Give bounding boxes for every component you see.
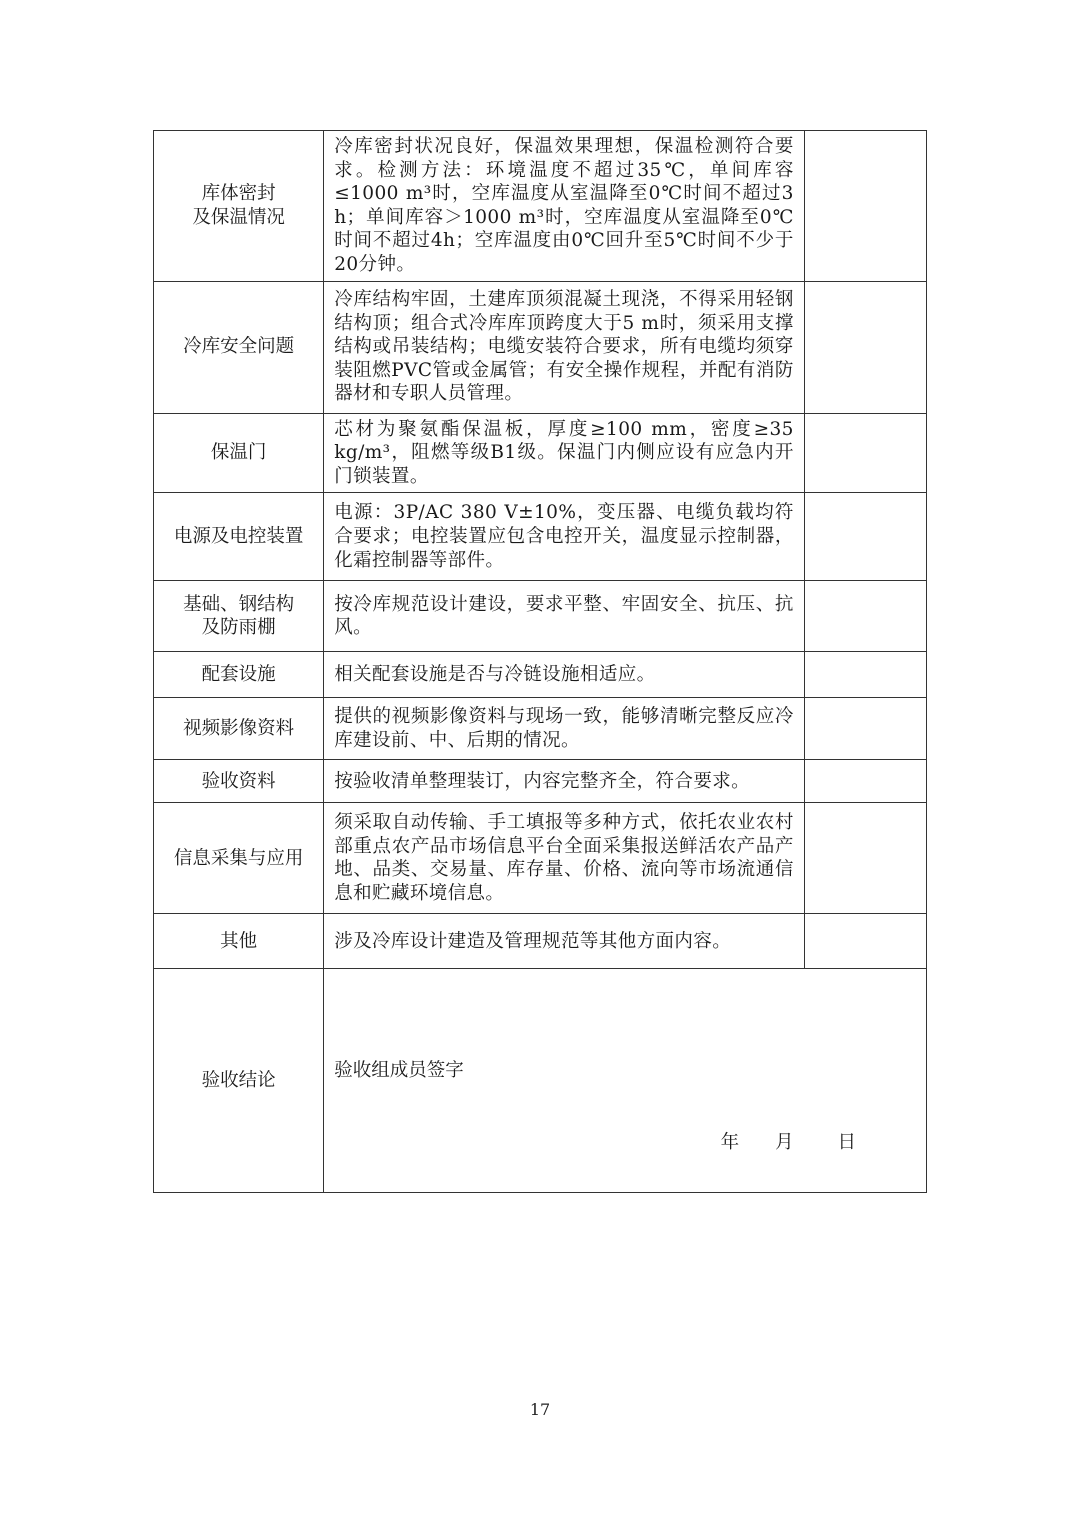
date-month: 月 [775, 1132, 794, 1154]
item-label: 保温门 [210, 442, 267, 464]
content-cell: 须采取自动传输、手工填报等多种方式，依托农业农村部重点农产品市场信息平台全面采集报送鲜活农产品产地、品类、交易量、库存量、价格、流向等市场流通信息和贮藏环境信息。 [324, 803, 805, 914]
content-cell: 涉及冷库设计建造及管理规范等其他方面内容。 [324, 914, 805, 969]
table-row [154, 131, 927, 282]
item-cell [154, 413, 324, 493]
content-cell: 相关配套设施是否与冷链设施相适应。 [324, 652, 805, 698]
item-label: 信息采集与应用 [173, 847, 304, 869]
table-row [154, 803, 927, 914]
table-row [154, 698, 927, 760]
item-cell [154, 698, 324, 760]
table-row [154, 281, 927, 413]
signature-label: 验收组成员签字 [334, 1060, 464, 1082]
note-cell [804, 413, 926, 493]
conclusion-label: 验收结论 [201, 1070, 276, 1092]
table-row [154, 760, 927, 803]
content-cell: 按冷库规范设计建设，要求平整、牢固安全、抗压、抗风。 [324, 581, 805, 652]
conclusion-cell [324, 969, 927, 1193]
note-cell [804, 698, 926, 760]
content-cell: 芯材为聚氨酯保温板，厚度≥100 mm，密度≥35 kg/m³，阻燃等级B1级。保温门内侧应设有应急内开门锁装置。 [324, 413, 805, 493]
item-label: 验收资料 [201, 770, 276, 792]
content-cell: 提供的视频影像资料与现场一致，能够清晰完整反应冷库建设前、中、后期的情况。 [324, 698, 805, 760]
page-number: 17 [529, 1400, 551, 1419]
item-cell [154, 969, 324, 1193]
note-cell [804, 914, 926, 969]
item-label: 配套设施 [201, 664, 276, 686]
item-label: 其他 [220, 930, 258, 952]
item-cell [154, 493, 324, 581]
note-cell [804, 131, 926, 282]
note-cell [804, 803, 926, 914]
note-cell [804, 760, 926, 803]
note-cell [804, 281, 926, 413]
date-line [721, 1131, 856, 1155]
note-cell [804, 493, 926, 581]
item-cell [154, 131, 324, 282]
item-cell [154, 281, 324, 413]
table-row [154, 914, 927, 969]
table-row [154, 493, 927, 581]
date-day: 日 [837, 1132, 856, 1154]
content-cell: 冷库密封状况良好，保温效果理想，保温检测符合要求。检测方法：环境温度不超过35℃，单间库容≤1000 m³时，空库温度从室温降至0℃时间不超过3 h；单间库容＞1000 m³时，空库温度从室温降至0℃时间不超过4h；空库温度由0℃回升至5℃时间不少于20分钟。 [324, 131, 805, 282]
item-cell [154, 803, 324, 914]
acceptance-table [153, 130, 927, 1193]
item-label: 库体密封 及保温情况 [192, 183, 285, 228]
item-cell [154, 914, 324, 969]
item-label: 电源及电控装置 [173, 526, 304, 548]
item-cell [154, 652, 324, 698]
content-cell: 电源：3P/AC 380 V±10%，变压器、电缆负载均符合要求；电控装置应包含电控开关，温度显示控制器，化霜控制器等部件。 [324, 493, 805, 581]
table-row [154, 581, 927, 652]
item-label: 基础、钢结构 及防雨棚 [183, 593, 295, 639]
item-cell [154, 581, 324, 652]
content-cell: 冷库结构牢固，土建库顶须混凝土现浇，不得采用轻钢结构顶；组合式冷库库顶跨度大于5 m时，须采用支撑结构或吊装结构；电缆安装符合要求，所有电缆均须穿装阻燃PVC管或金属管；有安全操作规程，并配有消防器材和专职人员管理。 [324, 281, 805, 413]
table-row [154, 652, 927, 698]
table-row [154, 413, 927, 493]
item-label: 视频影像资料 [183, 718, 295, 740]
date-year: 年 [720, 1132, 740, 1154]
note-cell [804, 652, 926, 698]
content-cell: 按验收清单整理装订，内容完整齐全，符合要求。 [324, 760, 805, 803]
item-cell [154, 760, 324, 803]
conclusion-row [154, 969, 927, 1193]
note-cell [804, 581, 926, 652]
item-label: 冷库安全问题 [183, 336, 295, 358]
